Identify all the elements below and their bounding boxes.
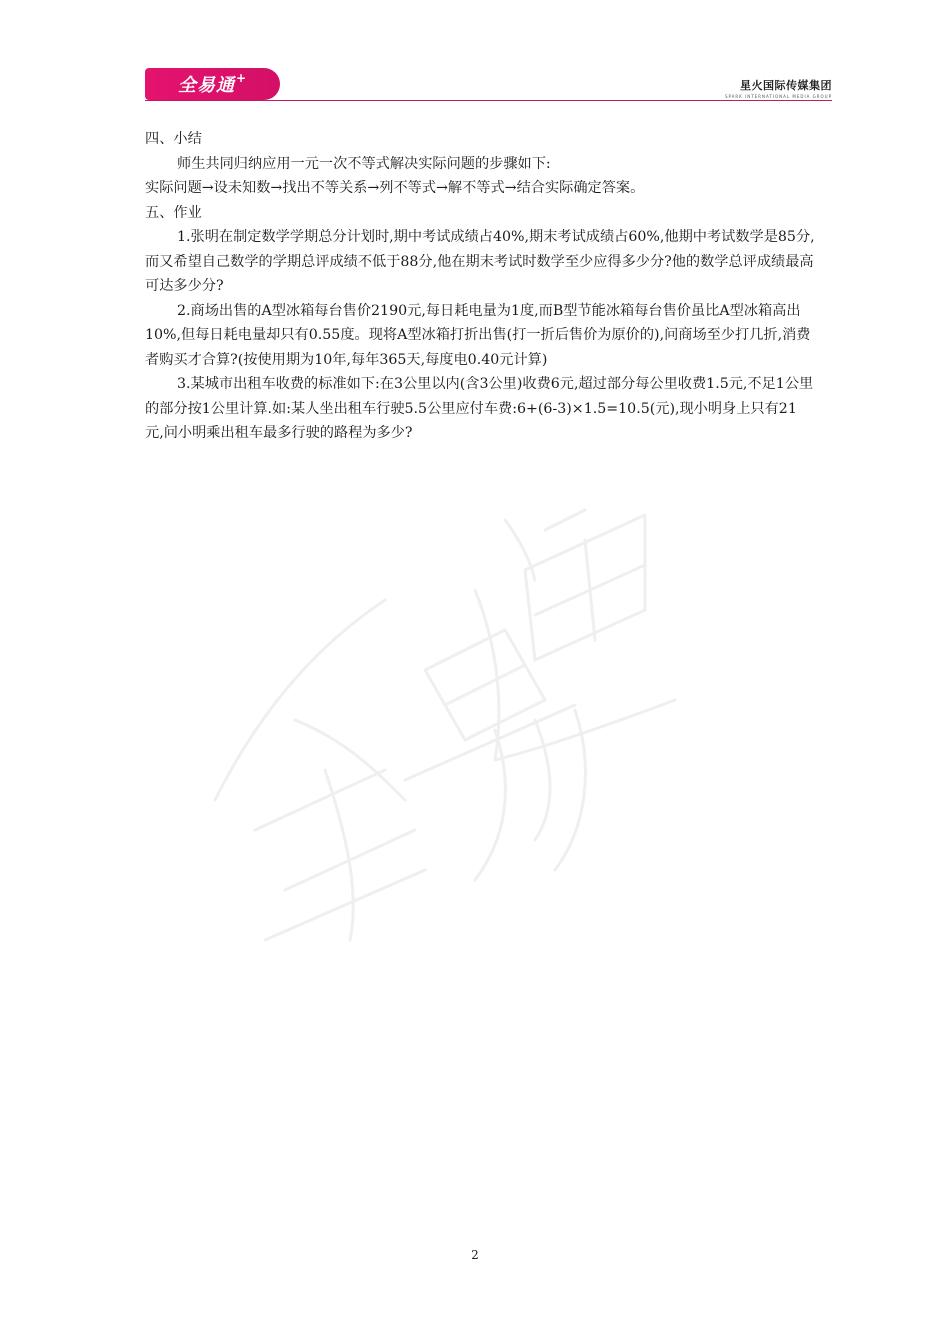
homework-item-2: 2.商场出售的A型冰箱每台售价2190元,每日耗电量为1度,而B型节能冰箱每台售价虽比A型冰箱高出10%,但每日耗电量却只有0.55度。现将A型冰箱打折出售(打一折后售价为原价的),问商场至少打几折,消费者购买才合算?(按使用期为10年,每年365天,每度电0.40元计算) bbox=[145, 302, 811, 368]
header-divider bbox=[145, 100, 832, 101]
homework-item-1: 1.张明在制定数学学期总分计划时,期中考试成绩占40%,期末考试成绩占60%,他期中考试数学是85分,而又希望自己数学的学期总评成绩不低于88分,他在期末考试时数学至少应得多少分?他的数学总评成绩最高可达多少分? bbox=[145, 229, 815, 294]
page-number: 2 bbox=[471, 1248, 479, 1262]
homework-item-3: 3.某城市出租车收费的标准如下:在3公里以内(含3公里)收费6元,超过部分每公里收费1.5元,不足1公里的部分按1公里计算.如:某人坐出租车行驶5.5公里应付车费:6+(6-3)×1.5=10.5(元),现小明身上只有21元,问小明乘出租车最多行驶的路程为多少? bbox=[145, 376, 814, 441]
publisher-name-en: SPARK INTERNATIONAL MEDIA GROUP bbox=[724, 94, 832, 99]
steps-paragraph: 实际问题→设未知数→找出不等关系→列不等式→解不等式→结合实际确定答案。 bbox=[145, 180, 645, 196]
watermark bbox=[175, 470, 695, 970]
publisher-mark bbox=[725, 77, 832, 99]
brand-logo-text: 全易通 bbox=[177, 75, 235, 96]
brand-logo bbox=[145, 68, 280, 100]
paragraph: 师生共同归纳应用一元一次不等式解决实际问题的步骤如下: bbox=[177, 155, 551, 172]
page-content bbox=[145, 127, 815, 446]
section-title-homework: 五、作业 bbox=[145, 204, 202, 221]
section-title-summary: 四、小结 bbox=[145, 131, 202, 147]
brand-logo-star: + bbox=[235, 71, 248, 85]
publisher-name-cn: 星火国际传媒集团 bbox=[740, 79, 832, 92]
